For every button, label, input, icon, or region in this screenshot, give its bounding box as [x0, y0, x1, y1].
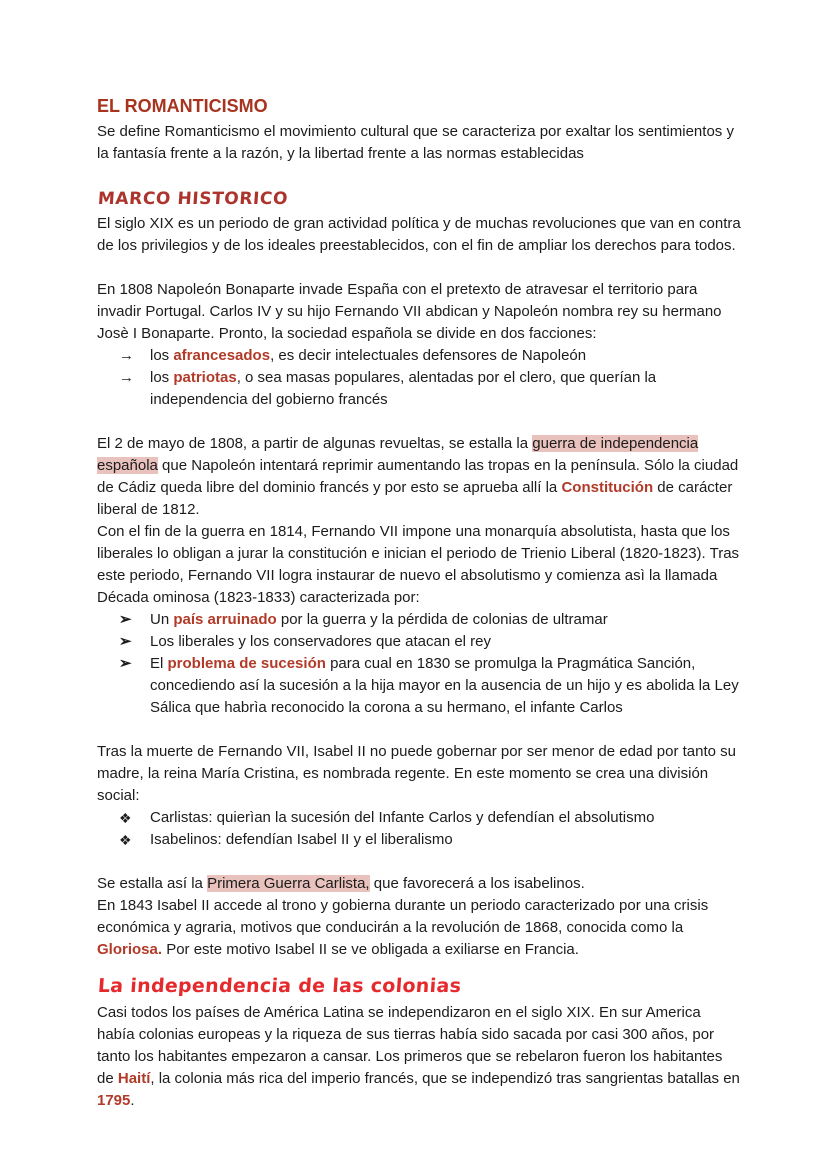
paragraph-colonias: Casi todos los países de América Latina se independizaron en el siglo XIX. En sur America había colonias europeas y la riqueza de sus tierras había sido sacada por casi 300 años, por tanto los habitantes empezaron a cansar. Los primeros que se rebelaron fueron los habitantes de Haití, la colonia más rica del imperio francés, que se independizó tras sangrientas batallas en 1795. [97, 1004, 740, 1109]
blank-line [97, 165, 742, 187]
arrow-right-bullet-icon: → [119, 347, 134, 364]
emphasis-text: patriotas [173, 369, 237, 386]
emphasis-text: Haití [117, 1070, 151, 1087]
emphasis-text: afrancesados [173, 347, 271, 364]
diamond-bullet-icon: ❖ [119, 832, 132, 848]
list-item-text: Carlistas: quierìan la sucesión del Infante Carlos y defendían el absolutismo [150, 809, 655, 826]
document-title: EL ROMANTICISMO [97, 96, 268, 116]
paragraph-1843: En 1843 Isabel II accede al trono y gobierna durante un periodo caracterizado por una crisis económica y agraria, motivos que conducirán a la revolución de 1868, conocida como la Gloriosa. Por este motivo Isabel II se ve obligada a exiliarse en Francia. [97, 897, 709, 958]
arrowhead-bullet-icon: ➢ [119, 655, 132, 672]
paragraph-1814: Con el fin de la guerra en 1814, Fernando VII impone una monarquía absolutista, hasta que los liberales lo obligan a jurar la constitución e inician el periodo de Trienio Liberal (1820-1823). Tras este periodo, Fernando VII logra instaurar de nuevo el absolutismo y comienza asì la llamada Década ominosa (1823-1833) caracterizada por: [97, 523, 740, 606]
blank-line [97, 257, 742, 279]
emphasis-text: problema de sucesión [167, 655, 326, 672]
factions-list [97, 345, 742, 411]
emphasis-text: país arruinado [173, 611, 277, 628]
emphasis-text: Gloriosa. [97, 941, 163, 958]
intro-paragraph: Se define Romanticismo el movimiento cultural que se caracteriza por exaltar los sentimientos y la fantasía frente a la razón, y la libertad frente a las normas establecidas [97, 123, 734, 162]
document-content [97, 94, 742, 1112]
decada-ominosa-list [97, 609, 742, 719]
list-item [97, 653, 742, 719]
paragraph-muerte-fernando: Tras la muerte de Fernando VII, Isabel II no puede gobernar por ser menor de edad por tanto su madre, la reina María Cristina, es nombrada regente. En este momento se crea una división social: [97, 743, 736, 804]
list-item [97, 367, 742, 411]
section-heading-marco-historico: MARCO HISTORICO [97, 189, 289, 209]
paragraph-guerra-carlista: Se estalla así la Primera Guerra Carlista, que favorecerá a los isabelinos. [97, 875, 585, 892]
paragraph-2-mayo: El 2 de mayo de 1808, a partir de algunas revueltas, se estalla la guerra de independencia española que Napoleón intentará reprimir aumentando las tropas en la península. Sólo la ciudad de Cádiz queda libre del dominio francés y por esto se aprueba allí la Constitución de carácter liberal de 1812. [97, 435, 739, 518]
diamond-bullet-icon: ❖ [119, 810, 132, 826]
arrowhead-bullet-icon: ➢ [119, 633, 132, 650]
list-item [97, 609, 742, 631]
list-item [97, 345, 742, 367]
list-item-text: Isabelinos: defendían Isabel II y el liberalismo [150, 831, 453, 848]
division-social-list [97, 807, 742, 851]
section-heading-independencia-colonias: La independencia de las colonias [97, 975, 463, 997]
list-item [97, 631, 742, 653]
list-item-text: El problema de sucesión para cual en 1830 se promulga la Pragmática Sanción, concediendo así la sucesión a la hija mayor en la ausencia de un hijo y es abolida la Ley Sálica que habrìa reconocido la corona a su hermano, el infante Carlos [150, 655, 739, 716]
blank-line [97, 719, 742, 741]
emphasis-text: Constitución [561, 479, 654, 496]
list-item-text: Los liberales y los conservadores que atacan el rey [150, 633, 492, 650]
list-item [97, 807, 742, 829]
blank-line [97, 411, 742, 433]
paragraph-1808: En 1808 Napoleón Bonaparte invade España con el pretexto de atravesar el territorio para invadir Portugal. Carlos IV y su hijo Fernando VII abdican y Napoleón nombra rey su hermano Josè I Bonaparte. Pronto, la sociedad española se divide en dos facciones: [97, 281, 722, 342]
list-item-text: Un país arruinado por la guerra y la pérdida de colonias de ultramar [150, 611, 608, 628]
highlighted-text: Primera Guerra Carlista, [207, 875, 370, 892]
blank-line [97, 851, 742, 873]
list-item [97, 829, 742, 851]
arrow-right-bullet-icon: → [119, 369, 134, 386]
list-item-text: los afrancesados, es decir intelectuales defensores de Napoleón [150, 347, 587, 364]
highlighted-text: guerra de independencia española [97, 435, 699, 474]
emphasis-text: 1795 [97, 1092, 131, 1109]
list-item-text: los patriotas, o sea masas populares, alentadas por el clero, que querían la independencia del gobierno francés [150, 369, 657, 408]
paragraph-siglo-xix: El siglo XIX es un periodo de gran actividad política y de muchas revoluciones que van en contra de los privilegios y de los ideales preestablecidos, con el fin de ampliar los derechos para todos. [97, 215, 741, 254]
arrowhead-bullet-icon: ➢ [119, 611, 132, 628]
